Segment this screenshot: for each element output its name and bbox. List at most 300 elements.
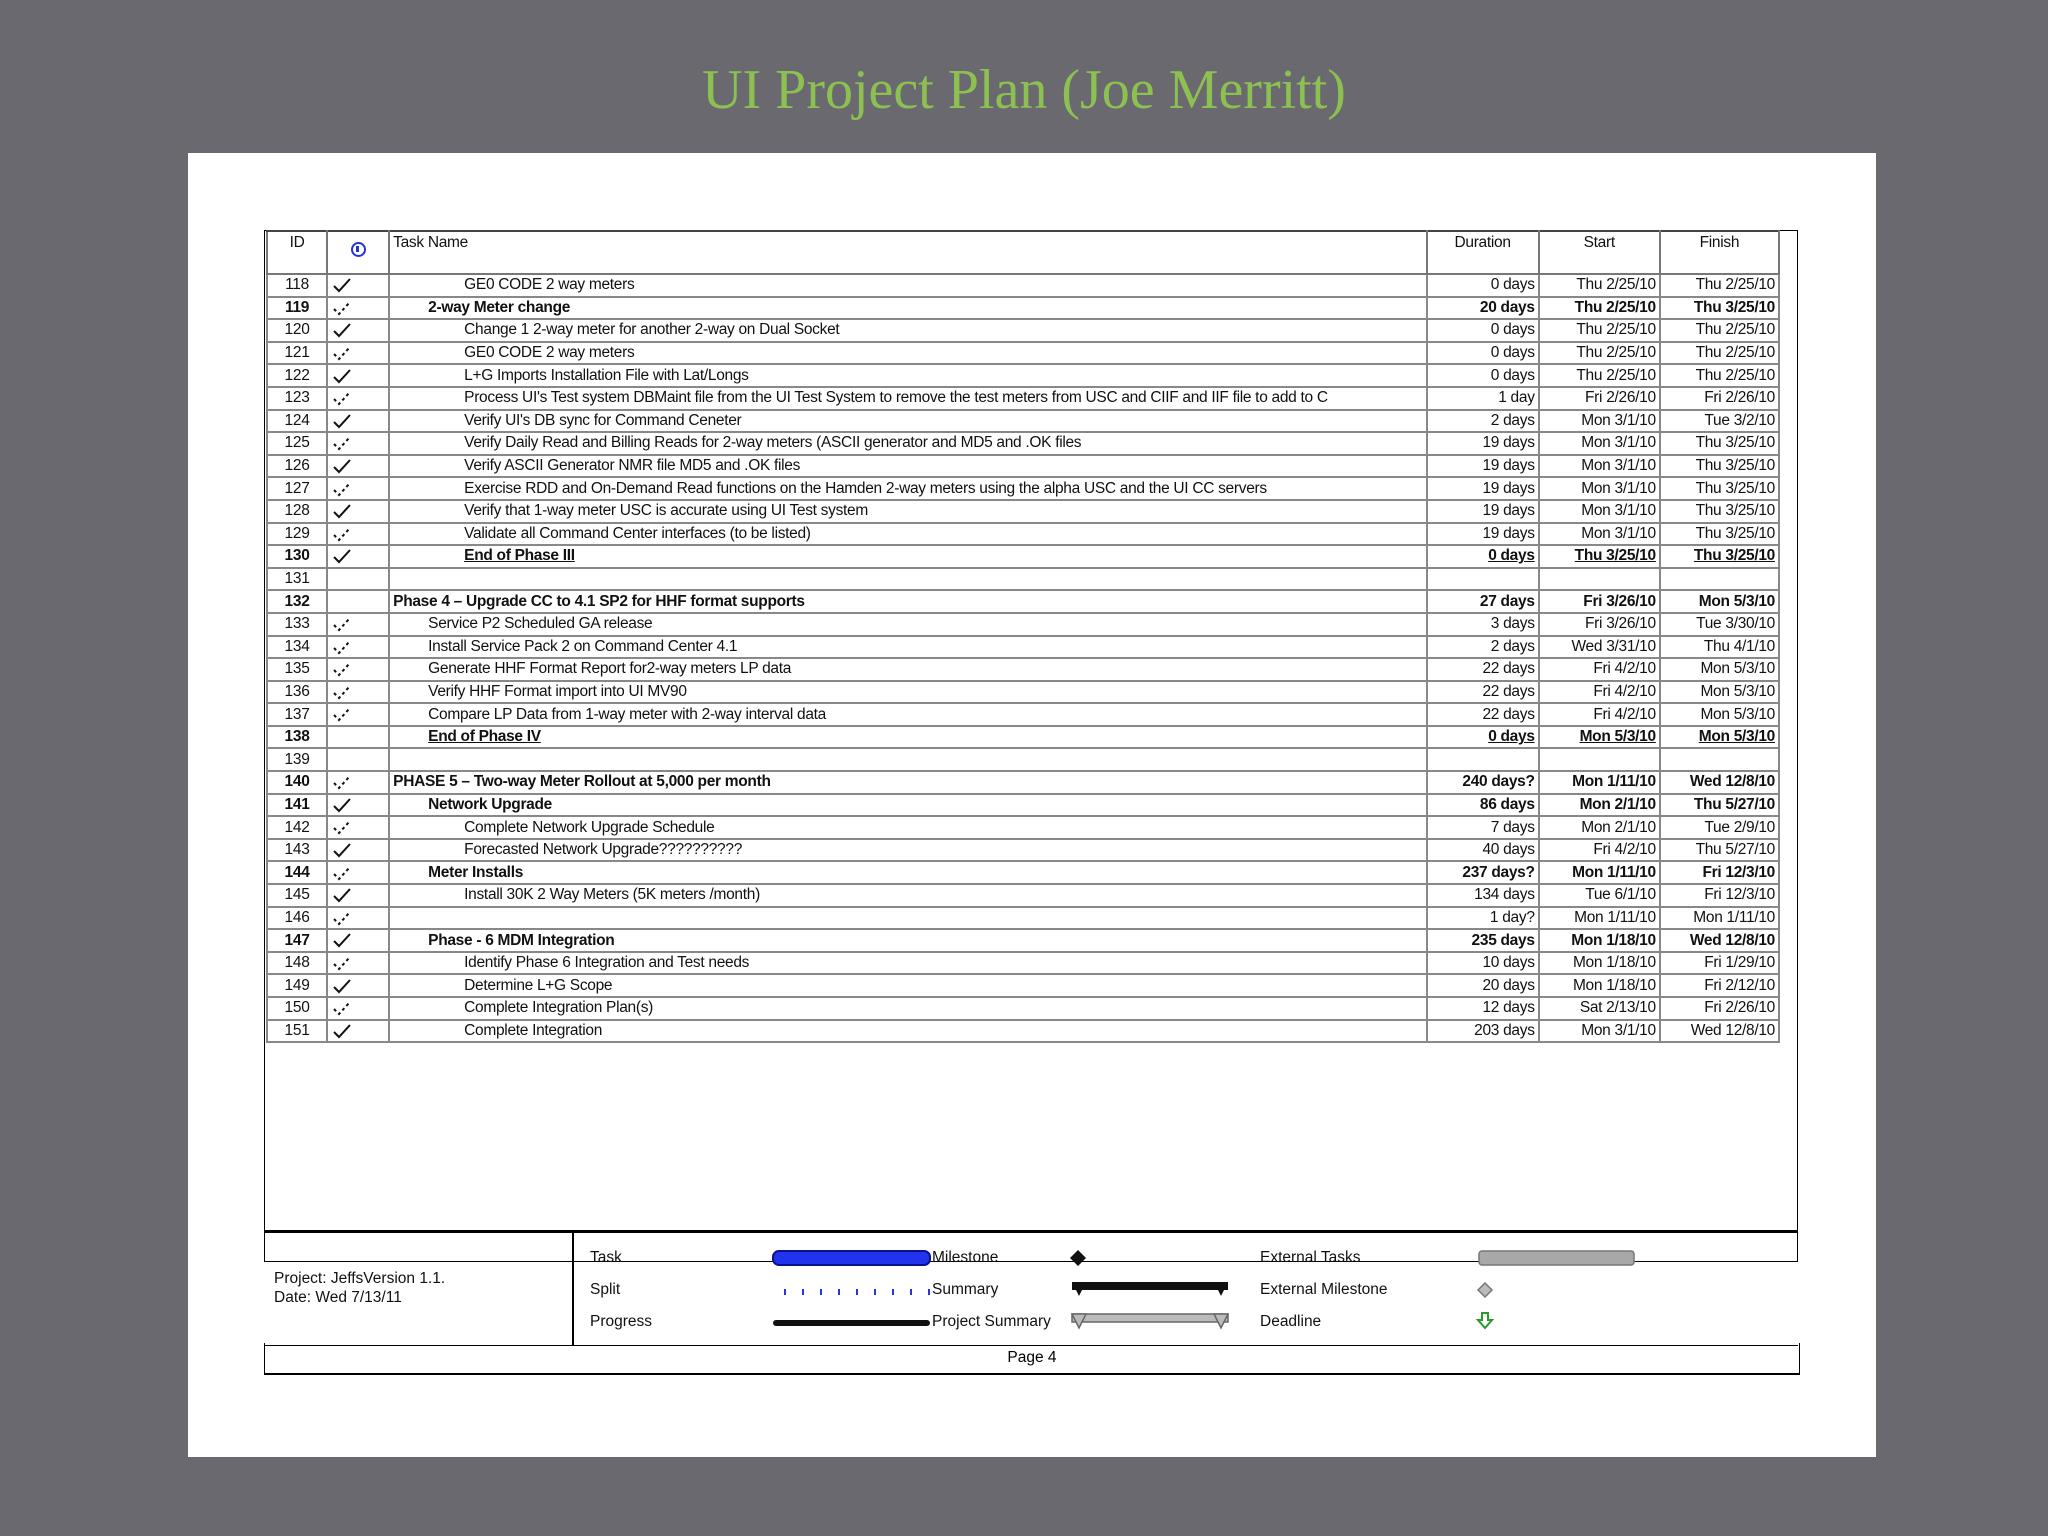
row-finish: Thu 4/1/10 — [1660, 636, 1779, 659]
row-start: Fri 4/2/10 — [1539, 681, 1660, 704]
row-finish — [1660, 568, 1779, 591]
partial-check-icon — [331, 1000, 353, 1016]
external-milestone-diamond-icon — [1476, 1281, 1494, 1299]
task-name-text: Verify HHF Format import into UI MV90 — [428, 682, 687, 700]
row-indicator — [327, 297, 389, 320]
row-finish: Thu 5/27/10 — [1660, 794, 1779, 817]
complete-check-icon — [331, 322, 353, 338]
header-duration: Duration — [1427, 231, 1539, 274]
row-start: Thu 2/25/10 — [1539, 274, 1660, 297]
row-task-name — [389, 500, 1426, 523]
row-indicator — [327, 771, 389, 794]
row-duration: 0 days — [1427, 726, 1539, 749]
row-finish: Thu 3/25/10 — [1660, 455, 1779, 478]
complete-check-icon — [331, 932, 353, 948]
row-start: Mon 3/1/10 — [1539, 477, 1660, 500]
task-name-text: Complete Integration Plan(s) — [464, 999, 654, 1017]
task-name-text: End of Phase III — [464, 547, 575, 565]
row-duration: 22 days — [1427, 703, 1539, 726]
table-row[interactable] — [267, 545, 1779, 568]
task-name-text: Compare LP Data from 1-way meter with 2-way interval data — [428, 705, 826, 723]
row-start: Fri 2/26/10 — [1539, 387, 1660, 410]
row-id: 145 — [267, 884, 327, 907]
row-task-name — [389, 771, 1426, 794]
row-duration: 134 days — [1427, 884, 1539, 907]
row-id: 124 — [267, 410, 327, 433]
row-duration: 2 days — [1427, 636, 1539, 659]
row-id: 127 — [267, 477, 327, 500]
partial-check-icon — [331, 526, 353, 542]
row-finish: Tue 3/2/10 — [1660, 410, 1779, 433]
row-id: 149 — [267, 974, 327, 997]
row-task-name — [389, 997, 1426, 1020]
legend-summary-bar — [1070, 1280, 1232, 1300]
row-task-name — [389, 726, 1426, 749]
table-row[interactable] — [267, 613, 1779, 636]
row-task-name — [389, 545, 1426, 568]
row-indicator — [327, 568, 389, 591]
row-indicator — [327, 997, 389, 1020]
row-task-name — [389, 432, 1426, 455]
row-indicator — [327, 500, 389, 523]
partial-check-icon — [331, 819, 353, 835]
task-name-text: Complete Integration — [464, 1021, 603, 1039]
row-duration: 20 days — [1427, 297, 1539, 320]
row-duration: 20 days — [1427, 974, 1539, 997]
task-name-text: Phase 4 – Upgrade CC to 4.1 SP2 for HHF format supports — [393, 592, 805, 610]
complete-check-icon — [331, 978, 353, 994]
row-indicator — [327, 432, 389, 455]
row-duration: 0 days — [1427, 364, 1539, 387]
complete-check-icon — [331, 277, 353, 293]
row-finish: Mon 5/3/10 — [1660, 681, 1779, 704]
row-indicator — [327, 364, 389, 387]
partial-check-icon — [331, 616, 353, 632]
table-body — [267, 274, 1779, 1042]
table-row[interactable] — [267, 387, 1779, 410]
table-row[interactable] — [267, 839, 1779, 862]
row-task-name — [389, 636, 1426, 659]
table-row[interactable] — [267, 342, 1779, 365]
row-indicator — [327, 907, 389, 930]
row-finish: Thu 2/25/10 — [1660, 274, 1779, 297]
row-id: 131 — [267, 568, 327, 591]
row-start: Mon 3/1/10 — [1539, 432, 1660, 455]
partial-check-icon — [331, 910, 353, 926]
row-indicator — [327, 342, 389, 365]
row-duration: 19 days — [1427, 432, 1539, 455]
table-row[interactable] — [267, 523, 1779, 546]
row-finish: Fri 2/12/10 — [1660, 974, 1779, 997]
row-task-name — [389, 297, 1426, 320]
table-row[interactable] — [267, 274, 1779, 297]
row-id: 123 — [267, 387, 327, 410]
table-row[interactable] — [267, 974, 1779, 997]
row-start: Mon 1/11/10 — [1539, 771, 1660, 794]
legend-split-label: Split — [590, 1281, 621, 1298]
legend-task-bar — [772, 1249, 932, 1267]
row-start: Mon 3/1/10 — [1539, 410, 1660, 433]
row-id: 143 — [267, 839, 327, 862]
row-id: 120 — [267, 319, 327, 342]
row-task-name — [389, 952, 1426, 975]
legend-external-milestone-label: External Milestone — [1260, 1281, 1388, 1298]
table-row[interactable] — [267, 297, 1779, 320]
task-name-text: Verify Daily Read and Billing Reads for 2-way meters (ASCII generator and MD5 and .OK files — [464, 434, 1082, 452]
table-row[interactable] — [267, 432, 1779, 455]
row-id: 136 — [267, 681, 327, 704]
row-indicator — [327, 816, 389, 839]
table-row[interactable] — [267, 568, 1779, 591]
task-name-text: PHASE 5 – Two-way Meter Rollout at 5,000 per month — [393, 773, 771, 791]
task-name-text: Change 1 2-way meter for another 2-way on Dual Socket — [464, 321, 840, 339]
row-id: 130 — [267, 545, 327, 568]
row-id: 121 — [267, 342, 327, 365]
row-finish: Wed 12/8/10 — [1660, 929, 1779, 952]
table-row[interactable] — [267, 907, 1779, 930]
table-row[interactable] — [267, 952, 1779, 975]
row-indicator — [327, 477, 389, 500]
table-row[interactable] — [267, 590, 1779, 613]
header-id: ID — [267, 231, 327, 274]
task-name-text: L+G Imports Installation File with Lat/Longs — [464, 366, 749, 384]
row-finish: Thu 3/25/10 — [1660, 432, 1779, 455]
table-row[interactable] — [267, 319, 1779, 342]
row-finish: Mon 5/3/10 — [1660, 726, 1779, 749]
row-finish: Fri 2/26/10 — [1660, 997, 1779, 1020]
row-task-name — [389, 884, 1426, 907]
legend-external-tasks-label: External Tasks — [1260, 1249, 1361, 1266]
complete-check-icon — [331, 413, 353, 429]
deadline-arrow-icon — [1476, 1311, 1494, 1331]
row-task-name — [389, 387, 1426, 410]
row-finish: Mon 1/11/10 — [1660, 907, 1779, 930]
row-start: Mon 3/1/10 — [1539, 523, 1660, 546]
row-task-name — [389, 590, 1426, 613]
task-name-text: Complete Network Upgrade Schedule — [464, 818, 715, 836]
gantt-table — [266, 230, 1780, 1043]
row-duration: 0 days — [1427, 274, 1539, 297]
milestone-diamond-icon — [1068, 1248, 1088, 1268]
row-duration: 1 day? — [1427, 907, 1539, 930]
partial-check-icon — [331, 300, 353, 316]
row-start: Mon 3/1/10 — [1539, 1020, 1660, 1043]
task-name-text: Install Service Pack 2 on Command Center 4.1 — [428, 637, 738, 655]
row-task-name — [389, 794, 1426, 817]
row-start: Thu 2/25/10 — [1539, 342, 1660, 365]
row-indicator — [327, 613, 389, 636]
row-start: Mon 3/1/10 — [1539, 500, 1660, 523]
table-row[interactable] — [267, 861, 1779, 884]
task-name-text: Verify that 1-way meter USC is accurate using UI Test system — [464, 502, 868, 520]
task-name-text: End of Phase IV — [428, 728, 541, 746]
row-finish: Thu 3/25/10 — [1660, 297, 1779, 320]
row-finish: Thu 2/25/10 — [1660, 342, 1779, 365]
table-row[interactable] — [267, 816, 1779, 839]
complete-check-icon — [331, 458, 353, 474]
row-finish: Wed 12/8/10 — [1660, 1020, 1779, 1043]
row-duration: 10 days — [1427, 952, 1539, 975]
task-name-text: Validate all Command Center interfaces (to be listed) — [464, 524, 811, 542]
row-start: Tue 6/1/10 — [1539, 884, 1660, 907]
table-row[interactable] — [267, 658, 1779, 681]
row-duration — [1427, 748, 1539, 771]
row-start: Mon 1/11/10 — [1539, 861, 1660, 884]
row-indicator — [327, 658, 389, 681]
row-task-name — [389, 839, 1426, 862]
row-indicator — [327, 545, 389, 568]
table-row[interactable] — [267, 681, 1779, 704]
partial-check-icon — [331, 774, 353, 790]
row-finish — [1660, 748, 1779, 771]
row-start: Mon 5/3/10 — [1539, 726, 1660, 749]
row-task-name — [389, 703, 1426, 726]
table-row[interactable] — [267, 477, 1779, 500]
table-row[interactable] — [267, 748, 1779, 771]
row-id: 146 — [267, 907, 327, 930]
task-name-text: Install 30K 2 Way Meters (5K meters /month) — [464, 886, 760, 904]
row-duration: 19 days — [1427, 500, 1539, 523]
table-row[interactable] — [267, 364, 1779, 387]
partial-check-icon — [331, 639, 353, 655]
row-duration: 0 days — [1427, 319, 1539, 342]
row-start: Mon 1/18/10 — [1539, 929, 1660, 952]
row-id: 140 — [267, 771, 327, 794]
row-duration: 203 days — [1427, 1020, 1539, 1043]
table-row[interactable] — [267, 703, 1779, 726]
row-task-name — [389, 523, 1426, 546]
legend-summary-label: Summary — [932, 1281, 999, 1298]
row-finish: Thu 3/25/10 — [1660, 477, 1779, 500]
row-task-name — [389, 861, 1426, 884]
row-task-name — [389, 342, 1426, 365]
row-id: 134 — [267, 636, 327, 659]
header-start: Start — [1539, 231, 1660, 274]
partial-check-icon — [331, 955, 353, 971]
row-finish: Fri 1/29/10 — [1660, 952, 1779, 975]
row-indicator — [327, 929, 389, 952]
row-start: Mon 1/11/10 — [1539, 907, 1660, 930]
row-task-name — [389, 1020, 1426, 1043]
row-task-name — [389, 410, 1426, 433]
row-task-name — [389, 455, 1426, 478]
row-finish: Thu 2/25/10 — [1660, 319, 1779, 342]
task-name-text: Meter Installs — [428, 863, 524, 881]
header-indicators — [327, 231, 389, 274]
table-row[interactable] — [267, 500, 1779, 523]
row-task-name — [389, 364, 1426, 387]
task-name-text: Phase - 6 MDM Integration — [428, 931, 615, 949]
complete-check-icon — [331, 548, 353, 564]
table-row[interactable] — [267, 410, 1779, 433]
row-indicator — [327, 636, 389, 659]
row-finish: Thu 5/27/10 — [1660, 839, 1779, 862]
row-indicator — [327, 974, 389, 997]
complete-check-icon — [331, 368, 353, 384]
partial-check-icon — [331, 661, 353, 677]
row-id: 151 — [267, 1020, 327, 1043]
table-row[interactable] — [267, 726, 1779, 749]
row-id: 141 — [267, 794, 327, 817]
row-start: Wed 3/31/10 — [1539, 636, 1660, 659]
row-id: 122 — [267, 364, 327, 387]
row-finish: Tue 3/30/10 — [1660, 613, 1779, 636]
row-finish: Wed 12/8/10 — [1660, 771, 1779, 794]
table-row[interactable] — [267, 455, 1779, 478]
row-start: Mon 1/18/10 — [1539, 952, 1660, 975]
legend-deadline-label: Deadline — [1260, 1313, 1322, 1330]
row-indicator — [327, 590, 389, 613]
row-duration: 3 days — [1427, 613, 1539, 636]
row-task-name — [389, 658, 1426, 681]
row-task-name — [389, 613, 1426, 636]
row-id: 132 — [267, 590, 327, 613]
row-id: 128 — [267, 500, 327, 523]
row-indicator — [327, 748, 389, 771]
complete-check-icon — [331, 842, 353, 858]
row-id: 137 — [267, 703, 327, 726]
table-row[interactable] — [267, 929, 1779, 952]
page-footer: Page 4 — [264, 1343, 1800, 1375]
row-duration: 235 days — [1427, 929, 1539, 952]
partial-check-icon — [331, 435, 353, 451]
row-duration: 7 days — [1427, 816, 1539, 839]
row-duration: 19 days — [1427, 523, 1539, 546]
partial-check-icon — [331, 345, 353, 361]
row-id: 144 — [267, 861, 327, 884]
row-id: 135 — [267, 658, 327, 681]
project-name: Project: JeffsVersion 1.1. — [274, 1270, 446, 1287]
document-page — [188, 153, 1876, 1457]
partial-check-icon — [331, 481, 353, 497]
table-row[interactable] — [267, 884, 1779, 907]
table-row[interactable] — [267, 794, 1779, 817]
row-finish: Fri 12/3/10 — [1660, 861, 1779, 884]
row-start: Fri 3/26/10 — [1539, 590, 1660, 613]
task-name-text: GE0 CODE 2 way meters — [464, 276, 635, 294]
row-indicator — [327, 794, 389, 817]
task-name-text: Network Upgrade — [428, 795, 552, 813]
row-id: 147 — [267, 929, 327, 952]
table-row[interactable] — [267, 771, 1779, 794]
row-id: 125 — [267, 432, 327, 455]
row-start: Mon 2/1/10 — [1539, 794, 1660, 817]
row-start: Thu 2/25/10 — [1539, 297, 1660, 320]
row-duration: 27 days — [1427, 590, 1539, 613]
project-date: Date: Wed 7/13/11 — [274, 1289, 402, 1306]
row-start: Mon 3/1/10 — [1539, 455, 1660, 478]
task-name-text: Process UI's Test system DBMaint file from the UI Test System to remove the test meters from USC and CIIF and IIF file to add to C — [464, 389, 1328, 407]
table-row[interactable] — [267, 1020, 1779, 1043]
task-name-text: GE0 CODE 2 way meters — [464, 344, 635, 362]
row-start: Fri 4/2/10 — [1539, 703, 1660, 726]
row-id: 138 — [267, 726, 327, 749]
row-duration: 0 days — [1427, 342, 1539, 365]
row-duration: 237 days? — [1427, 861, 1539, 884]
row-duration: 240 days? — [1427, 771, 1539, 794]
legend-progress-label: Progress — [590, 1313, 653, 1330]
row-id: 139 — [267, 748, 327, 771]
slide-title: UI Project Plan (Joe Merritt) — [702, 59, 1346, 121]
table-row[interactable] — [267, 997, 1779, 1020]
task-name-text: Verify UI's DB sync for Command Ceneter — [464, 411, 742, 429]
row-duration: 86 days — [1427, 794, 1539, 817]
row-duration: 0 days — [1427, 545, 1539, 568]
table-header-row — [267, 231, 1779, 274]
info-icon — [351, 242, 366, 257]
legend-split-dots — [772, 1287, 932, 1297]
legend — [264, 1230, 1798, 1346]
task-name-text: Exercise RDD and On-Demand Read functions on the Hamden 2-way meters using the alpha USC and the UI CC servers — [464, 479, 1267, 497]
complete-check-icon — [331, 503, 353, 519]
row-id: 150 — [267, 997, 327, 1020]
task-name-text: Identify Phase 6 Integration and Test needs — [464, 954, 750, 972]
row-indicator — [327, 884, 389, 907]
row-id: 142 — [267, 816, 327, 839]
row-duration: 2 days — [1427, 410, 1539, 433]
row-start: Thu 3/25/10 — [1539, 545, 1660, 568]
task-name-text: Determine L+G Scope — [464, 976, 613, 994]
legend-external-tasks-bar — [1478, 1249, 1638, 1267]
row-task-name — [389, 274, 1426, 297]
row-finish: Fri 2/26/10 — [1660, 387, 1779, 410]
row-finish: Mon 5/3/10 — [1660, 658, 1779, 681]
task-name-text: Service P2 Scheduled GA release — [428, 615, 653, 633]
row-task-name — [389, 929, 1426, 952]
row-task-name — [389, 681, 1426, 704]
row-id: 133 — [267, 613, 327, 636]
row-indicator — [327, 319, 389, 342]
row-start: Thu 2/25/10 — [1539, 319, 1660, 342]
legend-task-label: Task — [590, 1249, 622, 1266]
row-duration: 19 days — [1427, 477, 1539, 500]
table-row[interactable] — [267, 636, 1779, 659]
legend-project-summary-bar — [1070, 1312, 1232, 1332]
row-task-name — [389, 477, 1426, 500]
row-finish: Fri 12/3/10 — [1660, 884, 1779, 907]
partial-check-icon — [331, 865, 353, 881]
row-start: Mon 1/18/10 — [1539, 974, 1660, 997]
task-name-text: 2-way Meter change — [428, 298, 571, 316]
row-task-name — [389, 748, 1426, 771]
task-name-text: Generate HHF Format Report for2-way meters LP data — [428, 660, 792, 678]
row-task-name — [389, 319, 1426, 342]
complete-check-icon — [331, 797, 353, 813]
row-duration: 22 days — [1427, 681, 1539, 704]
partial-check-icon — [331, 706, 353, 722]
row-start: Fri 4/2/10 — [1539, 839, 1660, 862]
partial-check-icon — [331, 390, 353, 406]
row-finish: Thu 2/25/10 — [1660, 364, 1779, 387]
row-id: 119 — [267, 297, 327, 320]
row-task-name — [389, 974, 1426, 997]
header-finish: Finish — [1660, 231, 1779, 274]
partial-check-icon — [331, 684, 353, 700]
row-indicator — [327, 861, 389, 884]
row-start — [1539, 748, 1660, 771]
row-start: Mon 2/1/10 — [1539, 816, 1660, 839]
project-info — [274, 1269, 445, 1307]
row-duration — [1427, 568, 1539, 591]
row-indicator — [327, 703, 389, 726]
row-indicator — [327, 681, 389, 704]
row-finish: Thu 3/25/10 — [1660, 545, 1779, 568]
row-task-name — [389, 907, 1426, 930]
complete-check-icon — [331, 1023, 353, 1039]
row-indicator — [327, 1020, 389, 1043]
row-start — [1539, 568, 1660, 591]
row-duration: 19 days — [1427, 455, 1539, 478]
